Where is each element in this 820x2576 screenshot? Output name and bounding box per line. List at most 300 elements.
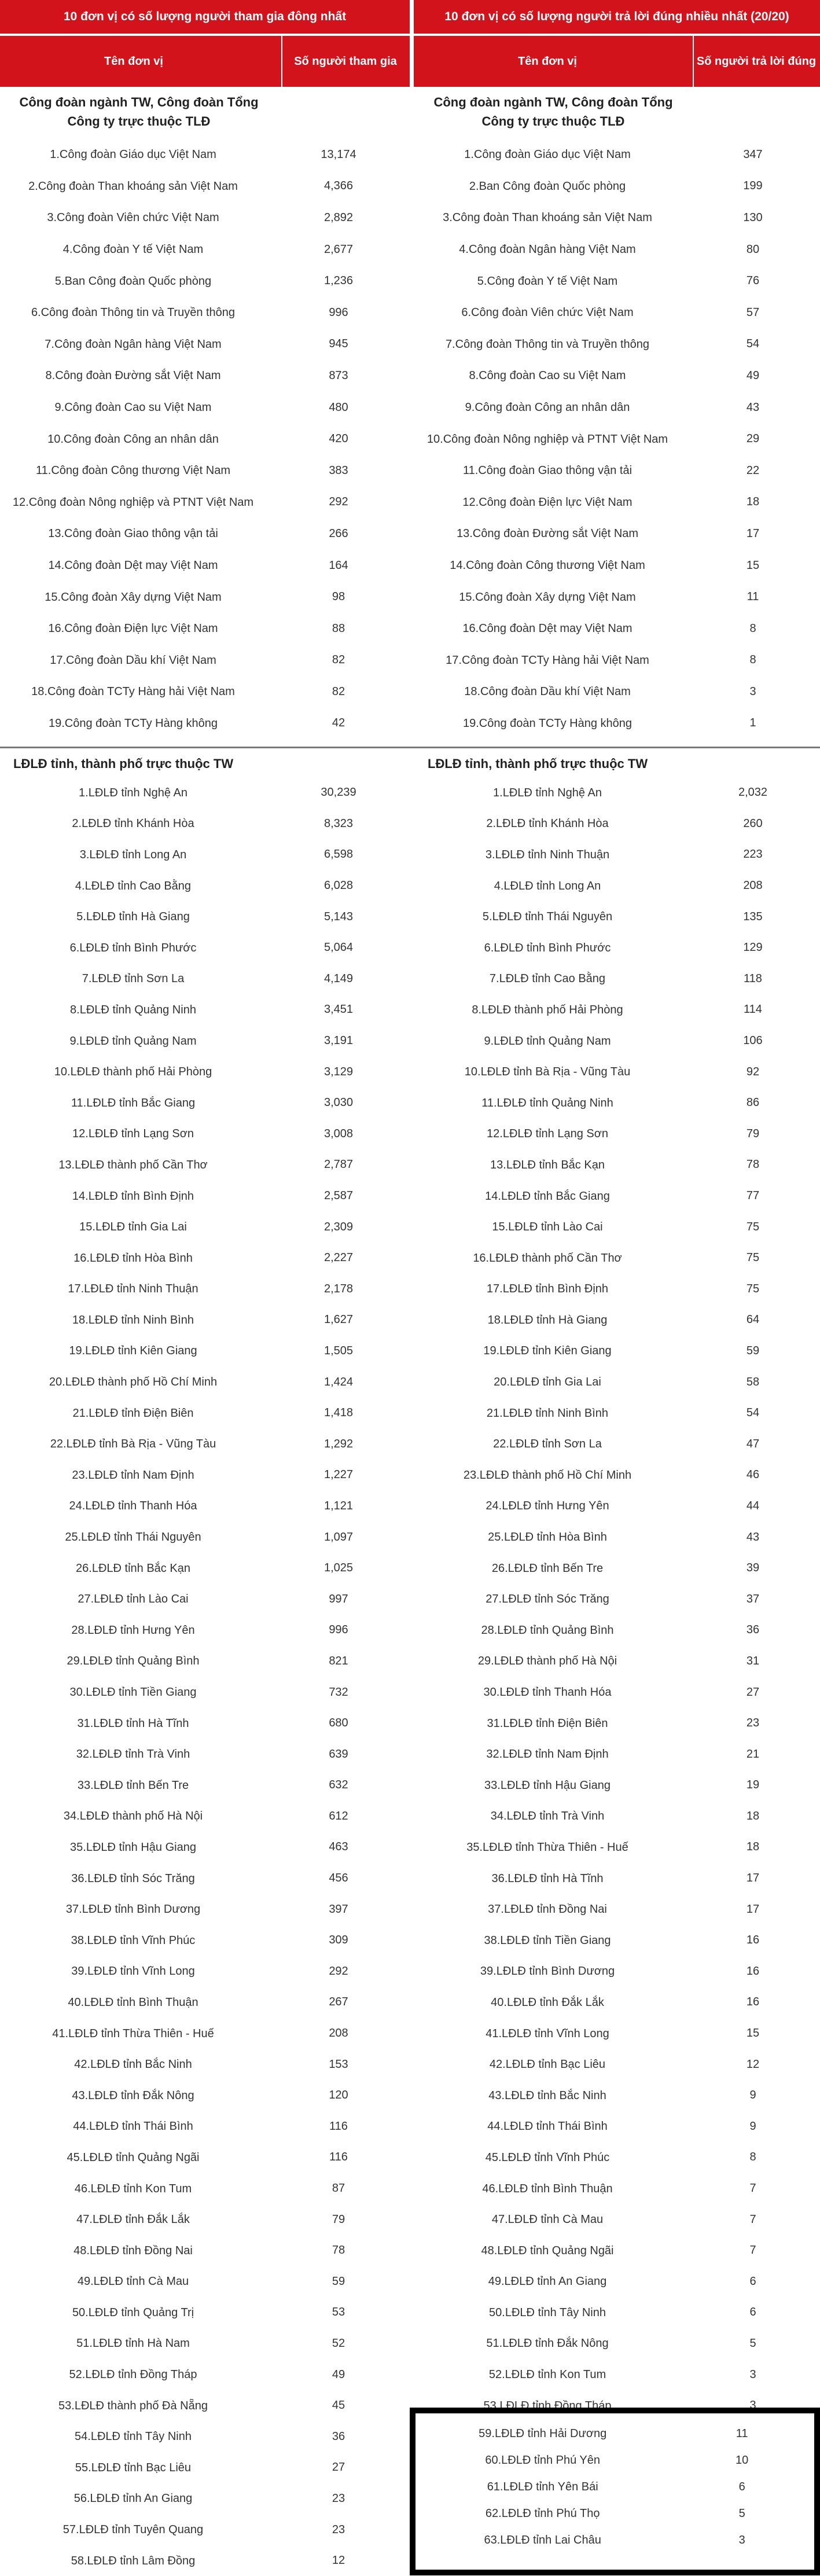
section1-title: Công đoàn ngành TW, Công đoàn Tổng Công ty trực thuộc TLĐ (433, 95, 673, 128)
unit-value: 27 (332, 2461, 345, 2474)
unit-value: 2,178 (323, 1282, 354, 1295)
unit-name: 56.LĐLĐ tỉnh An Giang (73, 2492, 193, 2505)
table-row (0, 809, 411, 840)
table-row (415, 2527, 814, 2553)
unit-value: 2,787 (323, 1158, 354, 1171)
unit-name: 24.LĐLĐ tỉnh Thanh Hóa (69, 1500, 197, 1513)
table-row (0, 2018, 411, 2049)
unit-value: 49 (332, 2368, 345, 2381)
unit-name: 53.LĐLĐ thành phố Đà Nẵng (58, 2399, 208, 2412)
unit-value: 164 (329, 558, 348, 572)
unit-value: 1,121 (323, 1499, 354, 1512)
table-row (0, 1677, 411, 1708)
table-row (0, 1149, 411, 1181)
table-row (0, 1863, 411, 1894)
unit-name: 18.LĐLĐ tỉnh Hà Giang (487, 1313, 608, 1326)
unit-value: 21 (746, 1747, 760, 1761)
unit-value: 19 (746, 1778, 760, 1792)
table-row (414, 202, 820, 234)
unit-name: 39.LĐLĐ tỉnh Vĩnh Long (71, 1965, 195, 1978)
table-row (414, 1770, 820, 1801)
section1-left-table (0, 91, 411, 739)
unit-value: 17 (746, 1902, 760, 1916)
table-row (414, 1460, 820, 1491)
table-row (0, 1583, 411, 1615)
unit-value: 6 (738, 2480, 745, 2493)
unit-value: 632 (329, 1778, 348, 1792)
unit-name: 16.LĐLĐ thành phố Cần Thơ (473, 1251, 622, 1265)
unit-value: 5,143 (323, 910, 354, 923)
unit-name: 29.LĐLĐ tỉnh Quảng Bình (67, 1655, 200, 1668)
table-row (0, 1770, 411, 1801)
unit-name: 18.Công đoàn TCTy Hàng hải Việt Nam (31, 685, 235, 699)
table-row (0, 487, 411, 519)
section1-title: Công đoàn ngành TW, Công đoàn Tổng Công ty trực thuộc TLĐ (19, 95, 259, 128)
table-row (0, 1366, 411, 1398)
table-row (0, 234, 411, 266)
unit-value: 16 (746, 1996, 760, 2009)
unit-value: 16 (746, 1934, 760, 1947)
unit-name: 30.LĐLĐ tỉnh Thanh Hóa (483, 1686, 612, 1699)
table-row (0, 2142, 411, 2173)
unit-value: 118 (744, 972, 762, 985)
table-row (414, 1304, 820, 1336)
table-row (414, 518, 820, 550)
unit-name: 13.Công đoàn Giao thông vận tải (48, 527, 218, 541)
table-row (414, 1646, 820, 1677)
unit-name: 17.LĐLĐ tỉnh Bình Định (486, 1283, 609, 1296)
unit-name: 51.LĐLĐ tỉnh Đắk Nông (486, 2337, 609, 2350)
table-row (414, 392, 820, 424)
table-row (415, 2420, 814, 2447)
unit-value: 54 (746, 337, 760, 351)
unit-name: 58.LĐLĐ tỉnh Lâm Đồng (71, 2554, 196, 2567)
unit-name: 35.LĐLĐ tỉnh Hậu Giang (70, 1840, 196, 1854)
unit-value: 54 (746, 1406, 760, 1420)
unit-name: 23.LĐLĐ tỉnh Nam Định (72, 1468, 194, 1482)
unit-value: 116 (329, 2119, 348, 2133)
table-row (414, 2204, 820, 2235)
unit-value: 79 (332, 2213, 345, 2226)
section-divider (0, 747, 820, 748)
unit-name: 48.LĐLĐ tỉnh Đồng Nai (73, 2244, 193, 2257)
section2-title: LĐLĐ tỉnh, thành phố trực thuộc TW (428, 756, 648, 771)
table-row (415, 2500, 814, 2527)
unit-name: 25.LĐLĐ tỉnh Thái Nguyên (65, 1531, 201, 1544)
table-row (0, 2421, 411, 2452)
table-row (0, 2545, 411, 2576)
table-row (0, 392, 411, 424)
unit-value: 98 (332, 590, 345, 604)
table-row (0, 2173, 411, 2204)
highlighted-box (410, 2408, 820, 2575)
unit-value: 12 (746, 2057, 760, 2071)
unit-value: 47 (746, 1437, 760, 1450)
unit-value: 3,030 (323, 1096, 354, 1109)
unit-name: 40.LĐLĐ tỉnh Bình Thuận (68, 1996, 198, 2009)
unit-value: 76 (746, 274, 760, 288)
table-row (0, 1708, 411, 1739)
table-row (414, 1925, 820, 1956)
unit-value: 10 (736, 2453, 749, 2467)
table-row (414, 2359, 820, 2390)
unit-name: 46.LĐLĐ tỉnh Kon Tum (74, 2182, 192, 2195)
unit-value: 1,418 (323, 1406, 354, 1420)
unit-name: 18.LĐLĐ tỉnh Ninh Bình (72, 1313, 194, 1326)
table-row (414, 297, 820, 329)
table-row (0, 1801, 411, 1832)
section2-left-table (0, 754, 411, 2576)
unit-name: 15.Công đoàn Xây dựng Việt Nam (45, 590, 222, 604)
table-row (414, 1056, 820, 1087)
unit-value: 75 (746, 1282, 760, 1295)
unit-value: 77 (746, 1189, 760, 1203)
unit-value: 260 (743, 817, 763, 830)
table-row (0, 550, 411, 582)
table-row (414, 839, 820, 870)
unit-name: 47.LĐLĐ tỉnh Cà Mau (491, 2213, 604, 2226)
table-row (0, 1956, 411, 1987)
unit-value: 75 (746, 1251, 760, 1265)
unit-value: 80 (746, 242, 760, 256)
unit-value: 17 (746, 527, 760, 540)
unit-name: 53.LĐLĐ tỉnh Đồng Tháp (483, 2399, 612, 2412)
table-row (0, 455, 411, 487)
unit-value: 88 (332, 622, 345, 635)
unit-name: 6.LĐLĐ tỉnh Bình Phước (484, 941, 611, 954)
table-row (414, 613, 820, 645)
unit-value: 23 (332, 2523, 345, 2536)
table-row (414, 550, 820, 582)
unit-value: 43 (746, 1530, 760, 1544)
table-row (414, 1336, 820, 1367)
table-row (0, 1336, 411, 1367)
table-row (414, 1274, 820, 1305)
unit-value: 8,323 (323, 817, 354, 830)
unit-value: 2,032 (738, 786, 768, 799)
table-row (0, 1987, 411, 2018)
unit-value: 1,097 (323, 1530, 354, 1544)
table-row (0, 2235, 411, 2266)
section2-title: LĐLĐ tỉnh, thành phố trực thuộc TW (13, 756, 234, 771)
unit-value: 456 (329, 1872, 348, 1885)
col-correct-answers-header: Số người trả lời đúng (696, 55, 817, 68)
unit-value: 1,236 (323, 274, 354, 288)
table-row (0, 2452, 411, 2483)
unit-name: 43.LĐLĐ tỉnh Đắk Nông (72, 2089, 194, 2102)
unit-value: 267 (329, 1996, 348, 2009)
unit-name: 2.Ban Công đoàn Quốc phòng (469, 179, 626, 193)
unit-value: 8 (749, 622, 756, 635)
unit-value: 7 (749, 2244, 756, 2257)
unit-name: 24.LĐLĐ tỉnh Hưng Yên (486, 1500, 609, 1513)
table-row (414, 1243, 820, 1274)
unit-value: 79 (746, 1127, 760, 1140)
unit-value: 5 (749, 2336, 756, 2350)
table-row (0, 423, 411, 455)
unit-name: 14.Công đoàn Công thương Việt Nam (450, 559, 645, 572)
unit-value: 266 (329, 527, 348, 540)
unit-name: 11.Công đoàn Giao thông vận tải (462, 464, 633, 477)
unit-value: 1,292 (323, 1437, 354, 1450)
unit-name: 3.LĐLĐ tỉnh Long An (79, 848, 187, 861)
unit-name: 13.Công đoàn Đường sắt Việt Nam (456, 527, 639, 541)
unit-name: 29.LĐLĐ thành phố Hà Nội (477, 1655, 617, 1668)
unit-name: 4.Công đoàn Y tế Việt Nam (62, 243, 204, 256)
unit-name: 45.LĐLĐ tỉnh Quảng Ngãi (67, 2151, 200, 2164)
right-table-title: 10 đơn vị có số lượng người trả lời đúng nhiều nhất (20/20) (414, 0, 820, 34)
table-row (0, 1894, 411, 1925)
unit-name: 26.LĐLĐ tỉnh Bắc Kạn (76, 1561, 190, 1575)
unit-name: 23.LĐLĐ thành phố Hồ Chí Minh (463, 1468, 632, 1482)
table-row (414, 708, 820, 740)
table-row (0, 171, 411, 203)
table-row (414, 1615, 820, 1646)
unit-name: 54.LĐLĐ tỉnh Tây Ninh (75, 2430, 192, 2443)
table-row (0, 676, 411, 708)
unit-value: 44 (746, 1499, 760, 1512)
section2-right-table (414, 754, 820, 2421)
unit-name: 2.Công đoàn Than khoáng sản Việt Nam (28, 179, 238, 193)
unit-name: 7.Công đoàn Ngân hàng Việt Nam (45, 337, 222, 351)
unit-name: 1.LĐLĐ tỉnh Nghệ An (493, 786, 602, 799)
unit-name: 10.LĐLĐ tỉnh Bà Rịa - Vũng Tàu (464, 1065, 631, 1079)
unit-name: 38.LĐLĐ tỉnh Vĩnh Phúc (71, 1934, 196, 1947)
unit-value: 78 (332, 2244, 345, 2257)
table-row (414, 1087, 820, 1119)
unit-name: 9.LĐLĐ tỉnh Quảng Nam (69, 1034, 197, 1048)
table-row (414, 234, 820, 266)
unit-name: 44.LĐLĐ tỉnh Thái Bình (487, 2120, 608, 2133)
unit-name: 11.LĐLĐ tỉnh Bắc Giang (71, 1096, 196, 1109)
unit-name: 12.LĐLĐ tỉnh Lạng Sơn (72, 1127, 194, 1141)
table-row (414, 1026, 820, 1057)
unit-name: 62.LĐLĐ tỉnh Phú Thọ (485, 2507, 600, 2520)
unit-name: 45.LĐLĐ tỉnh Vĩnh Phúc (485, 2151, 610, 2164)
unit-value: 17 (746, 1872, 760, 1885)
unit-name: 9.Công đoàn Công an nhân dân (465, 401, 630, 414)
unit-name: 20.LĐLĐ thành phố Hồ Chí Minh (49, 1376, 218, 1389)
unit-value: 732 (329, 1685, 348, 1699)
unit-value: 11 (747, 590, 759, 604)
unit-value: 309 (329, 1934, 348, 1947)
unit-value: 106 (743, 1034, 763, 1048)
unit-name: 28.LĐLĐ tỉnh Quảng Bình (481, 1623, 614, 1637)
table-row (0, 777, 411, 809)
unit-name: 48.LĐLĐ tỉnh Quảng Ngãi (481, 2244, 614, 2257)
table-row (0, 901, 411, 932)
unit-name: 12.Công đoàn Điện lực Việt Nam (462, 495, 633, 509)
unit-value: 945 (329, 337, 348, 351)
unit-name: 14.LĐLĐ tỉnh Bắc Giang (485, 1189, 610, 1203)
unit-value: 86 (746, 1096, 760, 1109)
unit-value: 27 (746, 1685, 760, 1699)
col-participants-header: Số người tham gia (294, 55, 397, 68)
unit-value: 9 (749, 2089, 756, 2102)
unit-name: 34.LĐLĐ tỉnh Trà Vinh (490, 1810, 605, 1823)
table-row (0, 360, 411, 392)
unit-value: 36 (332, 2430, 345, 2443)
unit-name: 17.Công đoàn Dầu khí Việt Nam (50, 653, 216, 667)
table-row (414, 645, 820, 677)
unit-name: 41.LĐLĐ tỉnh Vĩnh Long (486, 2027, 609, 2040)
unit-name: 33.LĐLĐ tỉnh Hậu Giang (484, 1778, 611, 1792)
unit-value: 31 (746, 1654, 760, 1667)
table-row (0, 1491, 411, 1522)
unit-value: 480 (329, 400, 348, 414)
table-row (0, 1553, 411, 1584)
table-row (414, 1522, 820, 1553)
table-row (414, 171, 820, 203)
unit-value: 18 (746, 495, 760, 509)
unit-value: 996 (329, 306, 348, 319)
table-row (0, 1211, 411, 1243)
unit-name: 49.LĐLĐ tỉnh An Giang (488, 2275, 607, 2288)
table-row (414, 1708, 820, 1739)
header-divider (693, 36, 694, 87)
table-row (414, 455, 820, 487)
unit-value: 420 (329, 432, 348, 446)
table-row (415, 2474, 814, 2500)
table-row (0, 518, 411, 550)
unit-name: 19.LĐLĐ tỉnh Kiên Giang (483, 1344, 612, 1358)
table-row (414, 2266, 820, 2298)
table-row (0, 870, 411, 902)
table-row (0, 1832, 411, 1863)
unit-name: 42.LĐLĐ tỉnh Bạc Liêu (489, 2058, 606, 2071)
table-row (414, 2328, 820, 2360)
table-row (0, 2080, 411, 2111)
unit-name: 3.Công đoàn Viên chức Việt Nam (47, 211, 219, 225)
table-row (0, 994, 411, 1026)
col-unit-name-header: Tên đơn vị (104, 54, 163, 68)
left-column-header (0, 36, 410, 87)
table-row (0, 1243, 411, 1274)
unit-name: 59.LĐLĐ tỉnh Hải Dương (479, 2427, 607, 2440)
header-divider (281, 36, 282, 87)
unit-name: 1.Công đoàn Giáo dục Việt Nam (50, 148, 216, 161)
unit-name: 3.Công đoàn Than khoáng sản Việt Nam (443, 211, 652, 225)
unit-name: 4.LĐLĐ tỉnh Long An (494, 879, 601, 892)
unit-value: 3 (749, 685, 756, 698)
unit-value: 1,627 (323, 1313, 354, 1326)
unit-name: 6.LĐLĐ tỉnh Bình Phước (69, 941, 197, 954)
unit-name: 17.LĐLĐ tỉnh Ninh Thuận (68, 1283, 198, 1296)
table-row (414, 1428, 820, 1460)
table-row (0, 2483, 411, 2515)
unit-value: 208 (743, 879, 763, 892)
unit-name: 15.Công đoàn Xây dựng Việt Nam (459, 590, 636, 604)
table-row (414, 2235, 820, 2266)
unit-value: 3 (738, 2533, 745, 2546)
unit-value: 3,008 (323, 1127, 354, 1140)
table-row (414, 487, 820, 519)
unit-value: 18 (746, 1840, 760, 1854)
unit-value: 1,227 (323, 1468, 354, 1482)
unit-value: 129 (743, 941, 763, 954)
unit-value: 18 (746, 1809, 760, 1822)
unit-name: 35.LĐLĐ tỉnh Thừa Thiên - Huế (466, 1840, 628, 1854)
table-row (414, 1987, 820, 2018)
unit-name: 42.LĐLĐ tỉnh Bắc Ninh (74, 2058, 192, 2071)
unit-value: 13,174 (321, 148, 356, 161)
unit-value: 114 (744, 1003, 762, 1016)
table-row (414, 265, 820, 297)
unit-value: 58 (746, 1375, 760, 1388)
unit-name: 46.LĐLĐ tỉnh Bình Thuận (482, 2182, 613, 2195)
section1-right-table (414, 91, 820, 739)
table-row (0, 1646, 411, 1677)
table-row (0, 1522, 411, 1553)
unit-name: 39.LĐLĐ tỉnh Bình Dương (480, 1965, 615, 1978)
unit-name: 40.LĐLĐ tỉnh Đắk Lắk (491, 1996, 604, 2009)
unit-name: 38.LĐLĐ tỉnh Tiền Giang (484, 1934, 611, 1947)
table-row (414, 2080, 820, 2111)
table-row (0, 645, 411, 677)
unit-value: 4,149 (323, 972, 354, 985)
table-row (414, 1181, 820, 1212)
unit-name: 10.Công đoàn Nông nghiệp và PTNT Việt Nam (426, 432, 668, 446)
unit-value: 46 (746, 1468, 760, 1482)
unit-value: 1,025 (323, 1561, 354, 1575)
unit-value: 2,677 (323, 242, 354, 256)
table-row (414, 360, 820, 392)
unit-value: 9 (749, 2119, 756, 2133)
unit-value: 16 (746, 1964, 760, 1978)
table-row (414, 1398, 820, 1429)
unit-name: 22.LĐLĐ tỉnh Sơn La (493, 1438, 602, 1451)
unit-value: 4,366 (323, 179, 354, 193)
table-row (0, 139, 411, 171)
unit-value: 15 (746, 558, 760, 572)
unit-name: 27.LĐLĐ tỉnh Lào Cai (78, 1593, 189, 1606)
unit-name: 32.LĐLĐ tỉnh Trà Vinh (76, 1748, 190, 1761)
unit-name: 15.LĐLĐ tỉnh Gia Lai (79, 1221, 187, 1234)
table-row (0, 1056, 411, 1087)
unit-name: 9.Công đoàn Cao su Việt Nam (54, 401, 212, 414)
table-row (414, 1801, 820, 1832)
unit-value: 87 (332, 2182, 345, 2195)
right-column-header (414, 36, 820, 87)
table-row (0, 2359, 411, 2390)
unit-value: 49 (746, 369, 760, 382)
unit-value: 37 (746, 1592, 760, 1605)
unit-value: 130 (743, 211, 763, 224)
unit-value: 3,191 (323, 1034, 354, 1048)
table-row (0, 2328, 411, 2360)
unit-name: 5.LĐLĐ tỉnh Thái Nguyên (482, 910, 613, 924)
unit-name: 13.LĐLĐ thành phố Cần Thơ (58, 1158, 208, 1171)
unit-name: 2.LĐLĐ tỉnh Khánh Hòa (72, 817, 194, 831)
table-row (414, 1894, 820, 1925)
unit-name: 16.Công đoàn Dệt may Việt Nam (462, 622, 633, 635)
unit-value: 821 (329, 1654, 348, 1667)
unit-value: 42 (332, 716, 345, 730)
unit-value: 5,064 (323, 941, 354, 954)
unit-value: 12 (332, 2554, 345, 2567)
table-row (414, 2049, 820, 2080)
table-row (414, 1366, 820, 1398)
unit-name: 5.Công đoàn Y tế Việt Nam (477, 274, 618, 288)
unit-value: 347 (743, 148, 763, 161)
table-row (414, 777, 820, 809)
unit-value: 92 (746, 1065, 760, 1078)
unit-name: 19.Công đoàn TCTy Hàng không (462, 716, 633, 730)
unit-value: 82 (332, 685, 345, 698)
table-row (414, 581, 820, 613)
unit-value: 59 (746, 1344, 760, 1357)
table-row (0, 2111, 411, 2143)
